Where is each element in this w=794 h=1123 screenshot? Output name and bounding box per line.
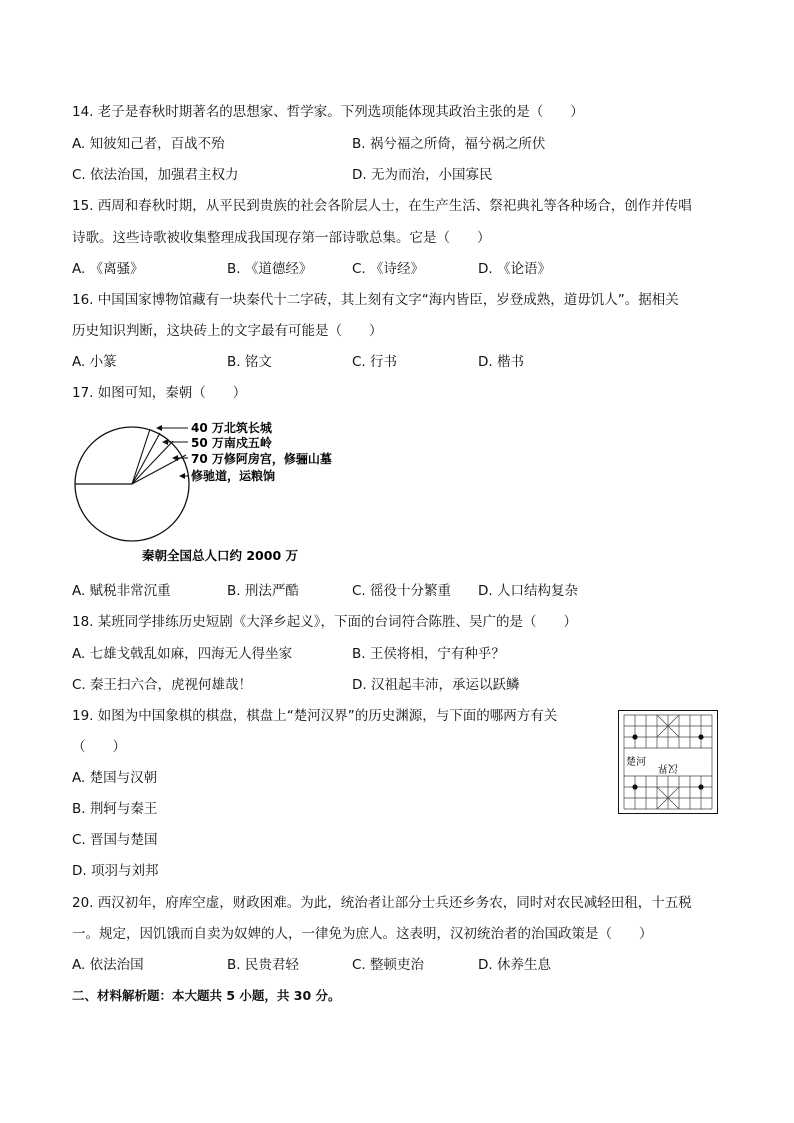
q17-option-c: C. 徭役十分繁重 xyxy=(352,583,452,599)
pie-label-4: 修驰道，运粮饷 xyxy=(191,469,276,483)
q18-option-d: D. 汉祖起丰沛，承运以跃鳞 xyxy=(352,677,520,693)
q16-option-d: D. 楷书 xyxy=(478,354,524,370)
chess-marker-dot xyxy=(632,734,637,739)
q18-option-b: B. 王侯将相，宁有种乎？ xyxy=(352,646,505,662)
q16-option-b: B. 铭文 xyxy=(227,354,272,370)
chess-marker-dot xyxy=(632,784,637,789)
q14-option-c: C. 依法治国，加强君主权力 xyxy=(72,167,239,183)
pie-label-2: 50 万南戍五岭 xyxy=(191,436,272,450)
q20-stem-line1: 20. 西汉初年，府库空虚，财政困难。为此，统治者让部分士兵还乡务农，同时对农民减轻田租，十五税 xyxy=(72,895,692,911)
q16-stem-line2: 历史知识判断，这块砖上的文字最有可能是（ ） xyxy=(72,323,383,339)
q19-option-c: C. 晋国与楚国 xyxy=(72,832,158,848)
q19-stem-line1: 19. 如图为中国象棋的棋盘，棋盘上“楚河汉界”的历史渊源，与下面的哪两方有关 xyxy=(72,708,558,724)
q16-option-a: A. 小篆 xyxy=(72,354,117,370)
chess-marker-dot xyxy=(698,734,703,739)
chessboard-figure xyxy=(618,710,718,814)
labor-pie-figure xyxy=(70,412,370,570)
q19-option-a: A. 楚国与汉朝 xyxy=(72,770,158,786)
q16-stem-line1: 16. 中国国家博物馆藏有一块秦代十二字砖，其上刻有文字“海内皆臣，岁登成熟，道毋饥人”。据相关 xyxy=(72,292,679,308)
q16-option-c: C. 行书 xyxy=(352,354,398,370)
q15-option-b: B. 《道德经》 xyxy=(227,261,313,277)
q14-stem: 14. 老子是春秋时期著名的思想家、哲学家。下列选项能体现其政治主张的是（ ） xyxy=(72,104,584,120)
q20-option-a: A. 依法治国 xyxy=(72,957,144,973)
q18-option-a: A. 七雄戈戟乱如麻，四海无人得坐家 xyxy=(72,646,293,662)
q15-option-a: A. 《离骚》 xyxy=(72,261,144,277)
q15-stem-line1: 15. 西周和春秋时期，从平民到贵族的社会各阶层人士，在生产生活、祭祀典礼等各种场合，创作并传唱 xyxy=(72,198,692,214)
q20-stem-line2: 一。规定，因饥饿而自卖为奴婢的人，一律免为庶人。这表明，汉初统治者的治国政策是（ ） xyxy=(72,926,653,942)
q17-stem: 17. 如图可知，秦朝（ ） xyxy=(72,385,247,401)
q19-stem-line2: （ ） xyxy=(72,739,126,755)
q14-option-b: B. 祸兮福之所倚，福兮祸之所伏 xyxy=(352,136,546,152)
q18-stem: 18. 某班同学排练历史短剧《大泽乡起义》，下面的台词符合陈胜、吴广的是（ ） xyxy=(72,614,578,630)
q15-option-d: D. 《论语》 xyxy=(478,261,551,277)
chess-river-right: 汉界 xyxy=(658,762,678,773)
section-2-heading: 二、材料解析题：本大题共 5 小题，共 30 分。 xyxy=(72,988,341,1003)
q14-option-d: D. 无为而治，小国寡民 xyxy=(352,167,493,183)
chess-marker-dot xyxy=(698,784,703,789)
q18-option-c: C. 秦王扫六合，虎视何雄哉！ xyxy=(72,677,253,693)
chess-river-left: 楚河 xyxy=(626,757,646,768)
pie-caption: 秦朝全国总人口约 2000 万 xyxy=(142,548,298,563)
q20-option-b: B. 民贵君轻 xyxy=(227,957,299,973)
q19-option-b: B. 荆轲与秦王 xyxy=(72,801,158,817)
q17-option-a: A. 赋税非常沉重 xyxy=(72,583,171,599)
q20-option-c: C. 整顿吏治 xyxy=(352,957,425,973)
pie-label-1: 40 万北筑长城 xyxy=(191,421,272,435)
q15-option-c: C. 《诗经》 xyxy=(352,261,425,277)
q15-stem-line2: 诗歌。这些诗歌被收集整理成我国现存第一部诗歌总集。它是（ ） xyxy=(72,230,491,246)
pie-label-3: 70 万修阿房宫，修骊山墓 xyxy=(191,452,332,466)
q17-option-b: B. 刑法严酷 xyxy=(227,583,299,599)
q20-option-d: D. 休养生息 xyxy=(478,957,551,973)
q14-option-a: A. 知彼知己者，百战不殆 xyxy=(72,136,225,152)
q19-option-d: D. 项羽与刘邦 xyxy=(72,863,159,879)
q17-option-d: D. 人口结构复杂 xyxy=(478,583,578,599)
